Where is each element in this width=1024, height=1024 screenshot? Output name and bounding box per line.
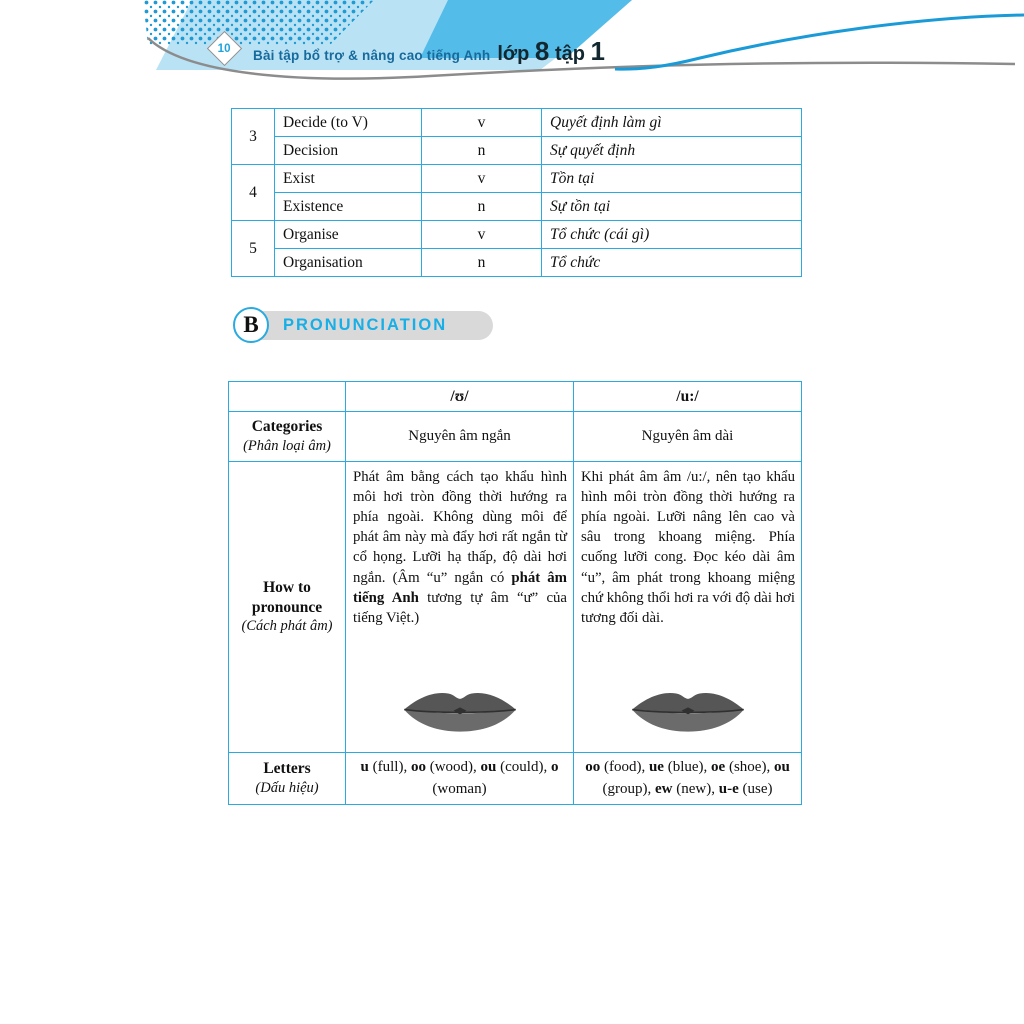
howto-short-post: tương tự âm “ư” của tiếng Việt.) [353,589,567,626]
meaning-cell: Quyết định làm gì [542,109,802,137]
meaning-cell: Sự tồn tại [542,193,802,221]
howto-sublabel: (Cách phát âm) [241,617,333,634]
pos-cell: v [422,221,542,249]
letter-group: u [360,758,369,775]
letter-example: (use) [738,780,773,797]
howto-long-cell [574,462,802,753]
meaning-cell: Sự quyết định [542,137,802,165]
letter-example: (blue), [663,758,712,775]
howto-label-line1: How to [263,579,311,597]
section-letter: B [243,312,259,337]
categories-label-cell [229,412,346,462]
lips-illustration-short [346,679,573,743]
meaning-cell: Tổ chức (cái gì) [542,221,802,249]
table-row [229,412,802,462]
howto-label-cell [229,462,346,753]
letter-example: (could), [496,758,551,775]
table-row [232,193,802,221]
letter-example: (food), [600,758,649,775]
howto-long-text: Khi phát âm âm /u:/, nên tạo khẩu hình môi tròn đồng thời hướng ra phía ngoài. Lưỡi nâng lên cao và sâu trong khoang miệng. Phía cuống lưỡi cong. Đọc kéo dài âm “u”, âm phát trong khoang miệng chứ không thổi hơi ra với độ dài hơi tương đối dài. [581,469,795,626]
lips-illustration-long [574,679,801,743]
section-letter-icon [233,307,269,343]
letter-group: ou [773,758,790,775]
table-row [232,249,802,277]
table-row [232,165,802,193]
table-row [232,109,802,137]
letter-example: (wood), [425,758,481,775]
howto-short-bold: phát âm tiếng Anh [353,569,567,606]
letters-short-cell [346,753,574,805]
letter-group: oo [585,758,601,775]
blue-swoosh-line [615,15,1024,69]
category-short-cell: Nguyên âm ngắn [346,412,574,462]
header-title-main: Bài tập bổ trợ & nâng cao tiếng Anh [253,48,491,63]
suffix-number-1: 1 [590,36,605,66]
word-cell: Exist [275,165,422,193]
group-number: 3 [232,109,275,165]
letters-sublabel: (Dấu hiệu) [255,779,319,796]
letter-group: u-e [718,780,739,797]
table-row [232,137,802,165]
suffix-number-8: 8 [534,36,550,66]
header-title-suffix [497,36,605,67]
letter-group: oo [410,758,426,775]
categories-sublabel: (Phân loại âm) [243,437,331,454]
phoneme-short-header: /ʊ/ [346,382,574,412]
letter-group: ue [648,758,664,775]
letter-group: oe [711,758,726,775]
page-number: 10 [218,42,231,55]
pos-cell: v [422,109,542,137]
letter-group: o [550,758,559,775]
pronunciation-table [228,381,802,805]
letter-example: (new), [672,780,719,797]
table-row [229,382,802,412]
howto-short-cell [346,462,574,753]
letters-long-cell [574,753,802,805]
empty-corner-cell [229,382,346,412]
categories-label: Categories [251,418,323,436]
suffix-word-tap: tập [549,43,591,65]
pos-cell: n [422,249,542,277]
letters-label: Letters [263,760,311,778]
pos-cell: v [422,165,542,193]
section-title: PRONUNCIATION [283,316,448,334]
letters-label-cell [229,753,346,805]
letter-example: (full), [368,758,411,775]
pos-cell: n [422,137,542,165]
group-number: 5 [232,221,275,277]
word-cell: Existence [275,193,422,221]
letter-example: (woman) [432,780,487,797]
word-cell: Decide (to V) [275,109,422,137]
vocabulary-table [231,108,802,277]
header-title [253,36,605,67]
group-number: 4 [232,165,275,221]
pos-cell: n [422,193,542,221]
letter-example: (shoe), [725,758,774,775]
category-long-cell: Nguyên âm dài [574,412,802,462]
table-row [229,462,802,753]
phoneme-long-header: /u:/ [574,382,802,412]
howto-short-text [346,462,573,628]
section-pronunciation-header [233,307,503,345]
table-row [229,753,802,805]
howto-short-pre: Phát âm bằng cách tạo khẩu hình môi hơi tròn đồng thời hướng ra phía ngoài. Không dùng môi để phát âm này mà đẩy hơi rất ngắn từ cổ họng. Lưỡi hạ thấp, độ dài hơi ngắn. (Âm “u” ngắn có [353,469,567,586]
word-cell: Organise [275,221,422,249]
letter-group: ou [480,758,497,775]
letter-group: ew [655,780,673,797]
suffix-word-lop: lớp [497,43,535,65]
table-row [232,221,802,249]
letter-example: (group), [602,780,655,797]
meaning-cell: Tồn tại [542,165,802,193]
meaning-cell: Tổ chức [542,249,802,277]
word-cell: Decision [275,137,422,165]
howto-label-line2: pronounce [251,598,323,616]
word-cell: Organisation [275,249,422,277]
